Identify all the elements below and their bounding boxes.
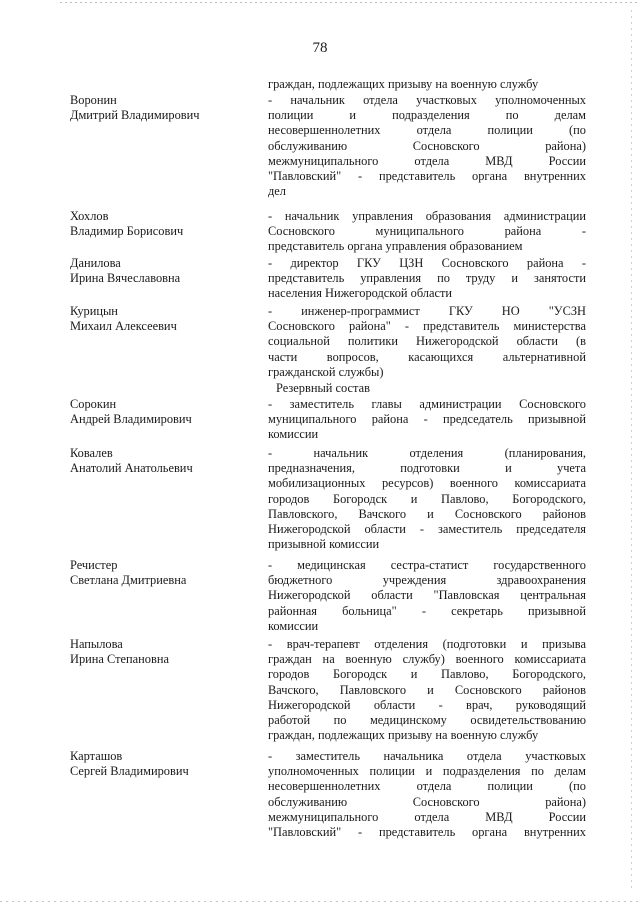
member-surname: Хохлов [70, 209, 109, 223]
role-line: - инженер-программист ГКУ НО "УСЗН [268, 304, 586, 318]
member-surname: Речистер [70, 558, 118, 572]
role-line: части вопросов, касающихся альтернативной [268, 349, 586, 364]
role-line: Нижегородской области - врач, руководящий [268, 697, 586, 712]
member-given-names: Ирина Степановна [70, 652, 169, 667]
role-line: несовершеннолетних отдела полиции (по [268, 779, 586, 794]
role-line: работой по медицинскому освидетельствованию [268, 713, 586, 728]
role-line: представитель органа управления образованием [268, 239, 523, 254]
role-line: межмуниципального отдела МВД России [268, 153, 586, 168]
member-role-description [268, 397, 586, 443]
member-role-description [268, 304, 586, 380]
member-given-names: Сергей Владимирович [70, 764, 189, 779]
member-given-names: Владимир Борисович [70, 224, 184, 239]
role-line: комиссии [268, 618, 319, 633]
role-line: Сосновского муниципального района - [268, 224, 586, 239]
member-given-names: Михаил Алексеевич [70, 319, 177, 334]
role-line: городов Богородск и Павлово, Богородского, [268, 491, 586, 506]
member-surname: Сорокин [70, 397, 117, 411]
member-role-description [268, 749, 586, 840]
role-line: - заместитель главы администрации Сосновского [268, 397, 586, 411]
member-name [70, 749, 260, 779]
scan-edge-bottom [0, 901, 640, 902]
member-name [70, 209, 260, 239]
member-role-description [268, 209, 586, 255]
role-line: Сосновского района" - представитель министерства [268, 319, 586, 334]
role-line: Нижегородской области "Павловская центральная [268, 588, 586, 603]
role-line: призывной комиссии [268, 537, 380, 552]
role-line: гражданской службы) [268, 364, 384, 379]
role-line: - директор ГКУ ЦЗН Сосновского района - [268, 256, 586, 270]
member-name [70, 446, 260, 476]
role-line: муниципального района - председатель призывной [268, 412, 586, 427]
role-line: городов Богородск и Павлово, Богородского, [268, 667, 586, 682]
reserve-section-title: Резервный состав [276, 381, 370, 395]
role-line: - медицинская сестра-статист государственного [268, 558, 586, 572]
member-surname: Воронин [70, 93, 117, 107]
role-line: комиссии [268, 427, 319, 442]
role-line: социальной политики Нижегородской области (в [268, 334, 586, 349]
member-role-description [268, 93, 586, 199]
role-line: - начальник управления образования администрации [268, 209, 586, 223]
member-surname: Карташов [70, 749, 123, 763]
role-line: мобилизационных ресурсов) военного комиссариата [268, 476, 586, 491]
member-name [70, 93, 260, 123]
member-name [70, 256, 260, 286]
role-line: "Павловский" - представитель органа внутренних [268, 169, 586, 184]
role-line: граждан на военную службу) военного комиссариата [268, 652, 586, 667]
member-role-description [268, 446, 586, 552]
member-surname: Курицын [70, 304, 118, 318]
member-role-description [268, 637, 586, 743]
role-line: - начальник отдела участковых уполномоченных [268, 93, 586, 107]
role-line: бюджетного учреждения здравоохранения [268, 573, 586, 588]
member-surname: Напылова [70, 637, 123, 651]
role-line: районная больница" - секретарь призывной [268, 603, 586, 618]
scan-edge-right [631, 10, 632, 890]
page-number: 78 [312, 40, 328, 56]
role-line: межмуниципального отдела МВД России [268, 809, 586, 824]
member-name [70, 304, 260, 334]
role-line: предназначения, подготовки и учета [268, 461, 586, 476]
member-surname: Ковалев [70, 446, 113, 460]
role-line: граждан, подлежащих призыву на военную службу [268, 728, 539, 743]
role-line: дел [268, 184, 286, 199]
member-name [70, 558, 260, 588]
role-line: полиции и подразделения по делам [268, 108, 586, 123]
role-line: представитель управления по труду и занятости [268, 271, 586, 286]
top-continuation-line: граждан, подлежащих призыву на военную службу [268, 77, 539, 91]
member-role-description [268, 558, 586, 634]
member-given-names: Андрей Владимирович [70, 412, 192, 427]
member-name [70, 637, 260, 667]
role-line: - начальник отделения (планирования, [268, 446, 586, 460]
member-given-names: Ирина Вячеславовна [70, 271, 181, 286]
role-line: Вачского, Павловского и Сосновского районов [268, 682, 586, 697]
role-line: - заместитель начальника отдела участковых [268, 749, 586, 763]
role-line: Павловского, Вачского и Сосновского районов [268, 506, 586, 521]
role-line: "Павловский" - представитель органа внутренних [268, 825, 586, 840]
role-line: обслуживанию Сосновского района) [268, 138, 586, 153]
member-name [70, 397, 260, 427]
role-line: уполномоченных полиции и подразделения по делам [268, 764, 586, 779]
member-surname: Данилова [70, 256, 121, 270]
scan-edge-top [60, 2, 640, 3]
role-line: Нижегородской области - заместитель председателя [268, 522, 586, 537]
role-line: - врач-терапевт отделения (подготовки и призыва [268, 637, 586, 651]
member-given-names: Светлана Дмитриевна [70, 573, 187, 588]
role-line: населения Нижегородской области [268, 286, 453, 301]
member-given-names: Анатолий Анатольевич [70, 461, 193, 476]
role-line: обслуживанию Сосновского района) [268, 794, 586, 809]
member-given-names: Дмитрий Владимирович [70, 108, 200, 123]
member-role-description [268, 256, 586, 302]
top-continuation-text [268, 77, 586, 92]
role-line: несовершеннолетних отдела полиции (по [268, 123, 586, 138]
